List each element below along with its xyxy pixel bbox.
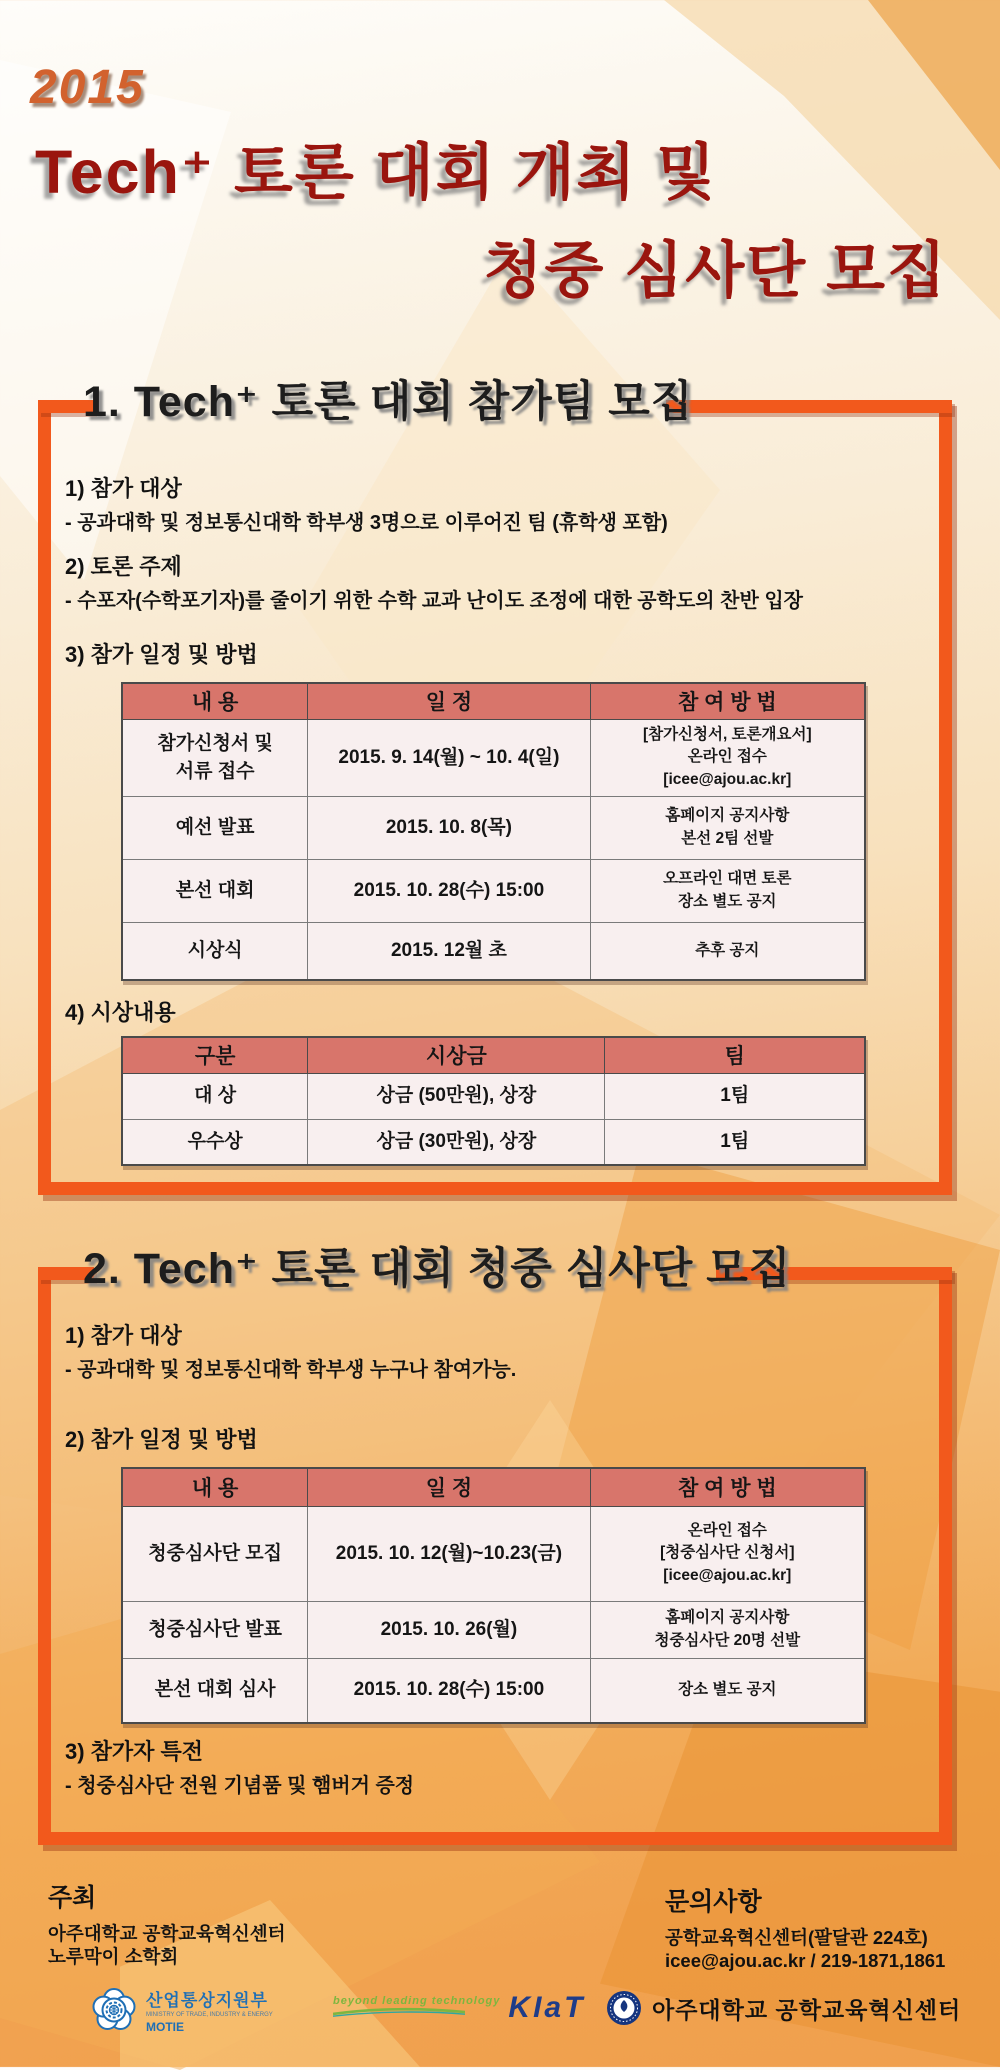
table-cell: 시상식 bbox=[122, 922, 308, 980]
schedule-table bbox=[121, 682, 866, 981]
table-cell: 청중심사단 발표 bbox=[122, 1601, 308, 1658]
column-header: 내 용 bbox=[122, 1468, 308, 1506]
debate-topic-text: - 수포자(수학포기자)를 줄이기 위한 수학 교과 난이도 조정에 대한 공학도의 찬반 입장 bbox=[65, 590, 803, 612]
debate-topic-label: 2) 토론 주제 bbox=[65, 554, 182, 579]
contact-line: icee@ajou.ac.kr / 219-1871,1861 bbox=[665, 1950, 946, 1972]
table-cell: 2015. 9. 14(월) ~ 10. 4(일) bbox=[308, 719, 590, 796]
motie-logo bbox=[92, 1986, 273, 2034]
participation-target-text: - 공과대학 및 정보통신대학 학부생 3명으로 이루어진 팀 (휴학생 포함) bbox=[65, 512, 668, 534]
table-row bbox=[122, 1506, 865, 1601]
table-cell: 본선 대회 심사 bbox=[122, 1658, 308, 1723]
host-line: 노루막이 소학회 bbox=[48, 1946, 179, 1968]
section1-box bbox=[38, 378, 952, 1195]
ajou-center-name: 아주대학교 공학교육혁신센터 bbox=[652, 1996, 962, 2023]
judge-target-text: - 공과대학 및 정보통신대학 학부생 누구나 참여가능. bbox=[65, 1359, 517, 1381]
kiat-swoosh-icon bbox=[333, 2007, 465, 2017]
judge-schedule-table bbox=[121, 1467, 866, 1724]
table-cell: 온라인 접수 [청중심사단 신청서] [icee@ajou.ac.kr] bbox=[590, 1506, 865, 1601]
main-title-line2: 청중 심사단 모집 bbox=[483, 236, 948, 304]
table-cell: 장소 별도 공지 bbox=[590, 1658, 865, 1723]
table-cell: 상금 (30만원), 상장 bbox=[308, 1119, 605, 1165]
table-cell: 예선 발표 bbox=[122, 796, 308, 859]
column-header: 내 용 bbox=[122, 683, 308, 719]
table-header-row bbox=[122, 1468, 865, 1506]
contact-block bbox=[665, 1882, 945, 1972]
kiat-logo bbox=[333, 1991, 586, 2025]
table-header-row bbox=[122, 1037, 865, 1073]
table-cell: 2015. 10. 8(목) bbox=[308, 796, 590, 859]
ajou-logo bbox=[606, 1990, 961, 2026]
host-line: 아주대학교 공학교육혁신센터 bbox=[48, 1923, 286, 1944]
column-header: 일 정 bbox=[308, 1468, 590, 1506]
table-cell: 참가신청서 및 서류 접수 bbox=[122, 719, 308, 796]
kiat-tagline: beyond leading technology bbox=[333, 1995, 501, 2007]
schedule-label: 3) 참가 일정 및 방법 bbox=[65, 642, 258, 667]
table-cell: 홈페이지 공지사항 본선 2팀 선발 bbox=[590, 796, 865, 859]
kiat-tagline-block bbox=[333, 1995, 500, 2017]
section2-box bbox=[38, 1245, 952, 1845]
host-block bbox=[48, 1878, 285, 1968]
column-header: 시상금 bbox=[308, 1037, 605, 1073]
column-header: 구분 bbox=[122, 1037, 308, 1073]
benefit-label: 3) 참가자 특전 bbox=[65, 1739, 204, 1764]
contact-line: 공학교육혁신센터(팔달관 224호) bbox=[665, 1927, 928, 1948]
table-cell: 2015. 10. 28(수) 15:00 bbox=[308, 1658, 590, 1723]
table-cell: 1팀 bbox=[605, 1119, 865, 1165]
table-cell: 청중심사단 모집 bbox=[122, 1506, 308, 1601]
contact-label: 문의사항 bbox=[665, 1888, 762, 1916]
table-cell: 대 상 bbox=[122, 1073, 308, 1119]
judge-target-label: 1) 참가 대상 bbox=[65, 1323, 182, 1348]
ajou-emblem-icon bbox=[606, 1990, 642, 2026]
table-cell: 본선 대회 bbox=[122, 859, 308, 922]
table-cell: 상금 (50만원), 상장 bbox=[308, 1073, 605, 1119]
table-cell: 2015. 10. 28(수) 15:00 bbox=[308, 859, 590, 922]
participation-target-label: 1) 참가 대상 bbox=[65, 476, 182, 501]
section1-border-segment bbox=[666, 400, 952, 413]
table-cell: 2015. 10. 12(월)~10.23(금) bbox=[308, 1506, 590, 1601]
column-header: 참 여 방 법 bbox=[590, 683, 865, 719]
table-row bbox=[122, 1658, 865, 1723]
table-cell: 2015. 12월 초 bbox=[308, 922, 590, 980]
host-label: 주최 bbox=[48, 1884, 97, 1912]
table-cell: 1팀 bbox=[605, 1073, 865, 1119]
table-row bbox=[122, 1601, 865, 1658]
table-cell: 우수상 bbox=[122, 1119, 308, 1165]
table-row bbox=[122, 922, 865, 980]
table-cell: 2015. 10. 26(월) bbox=[308, 1601, 590, 1658]
benefit-text: - 청중심사단 전원 기념품 및 햄버거 증정 bbox=[65, 1775, 415, 1797]
table-row bbox=[122, 859, 865, 922]
award-label: 4) 시상내용 bbox=[65, 1000, 176, 1025]
section2-title: 2. Tech⁺ 토론 대회 청중 심사단 모집 bbox=[83, 1245, 792, 1293]
motie-english-subtitle: MINISTRY OF TRADE, INDUSTRY & ENERGY bbox=[146, 2012, 273, 2018]
column-header: 일 정 bbox=[308, 683, 590, 719]
motie-korean-name: 산업통상지원부 bbox=[146, 1991, 268, 2010]
motie-acronym: MOTIE bbox=[146, 2020, 184, 2034]
column-header: 팀 bbox=[605, 1037, 865, 1073]
table-row bbox=[122, 1119, 865, 1165]
table-header-row bbox=[122, 683, 865, 719]
award-table bbox=[121, 1036, 866, 1166]
judge-schedule-label: 2) 참가 일정 및 방법 bbox=[65, 1427, 258, 1452]
kiat-wordmark: KIaT bbox=[508, 1991, 586, 2024]
table-cell: 오프라인 대면 토론 장소 별도 공지 bbox=[590, 859, 865, 922]
table-row bbox=[122, 1073, 865, 1119]
column-header: 참 여 방 법 bbox=[590, 1468, 865, 1506]
section1-title: 1. Tech⁺ 토론 대회 참가팀 모집 bbox=[83, 378, 694, 426]
main-title-line1: Tech⁺ 토론 대회 개최 및 bbox=[35, 138, 718, 206]
table-row bbox=[122, 796, 865, 859]
table-cell: [참가신청서, 토론개요서] 온라인 접수 [icee@ajou.ac.kr] bbox=[590, 719, 865, 796]
year-label: 2015 bbox=[30, 61, 145, 114]
table-cell: 추후 공지 bbox=[590, 922, 865, 980]
table-row bbox=[122, 719, 865, 796]
table-cell: 홈페이지 공지사항 청중심사단 20명 선발 bbox=[590, 1601, 865, 1658]
motie-text-block bbox=[146, 1986, 273, 2034]
motie-emblem-icon bbox=[92, 1987, 136, 2033]
